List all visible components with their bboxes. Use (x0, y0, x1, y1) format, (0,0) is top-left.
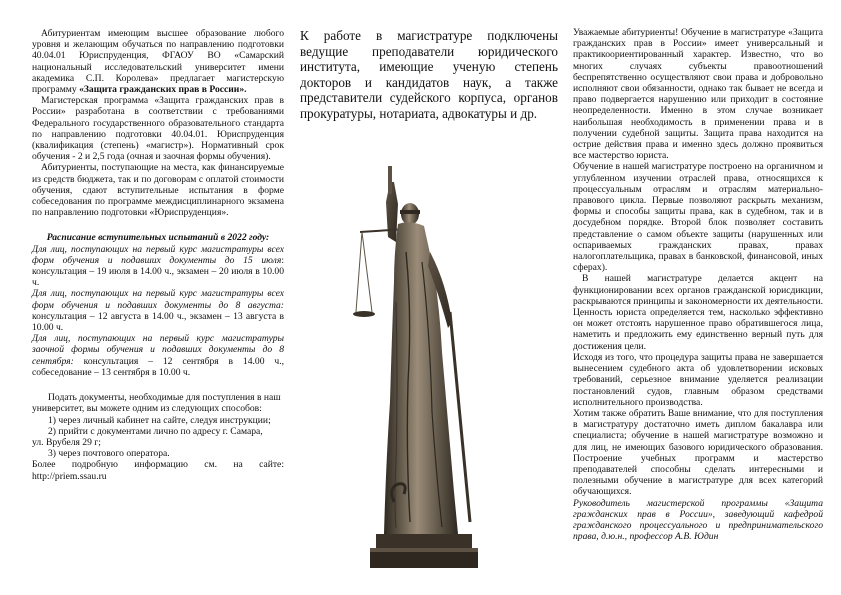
faculty-statement: К работе в магистратуре подключены ведущие преподаватели юридического института, имеющие ученую степень докторов и кандидатов наук, а также представители судейского корпуса, органов прокуратуры, нотариата, адвокатуры и др. (300, 28, 558, 121)
more-info-link[interactable]: Более подробную информацию см. на сайте: http://priem.ssau.ru (32, 459, 284, 482)
schedule-item-2: Для лиц, поступающих на первый курс магистратуры всех форм обучения и подавших документы до 8 августа: консультация – 12 августа в 14.00 ч., экзамен – 13 августа в 10.00 ч. (32, 288, 284, 334)
program-description: Магистерская программа «Защита гражданских прав в России» разработана в соответствии с требованиями Федерального государственного образовательного стандарта по направлению подготовки 40.04.01. Юриспруденция (квалификация (степень) «магистр»). Нормативный срок обучения - 2 и 2,5 года (очная и заочная формы обучения). (32, 95, 284, 163)
way-3: 3) через почтового оператора. (48, 448, 170, 460)
way-2: 2) прийти с документами лично по адресу г. Самара, (48, 425, 263, 437)
way-1: 1) через личный кабинет на сайте, следуя инструкции; (48, 414, 271, 426)
program-name: «Защита гражданских прав в России». (79, 84, 247, 96)
themis-statue-image (350, 162, 490, 577)
admission-paragraph: Хотим также обратить Ваше внимание, что для поступления в магистратуру достаточно иметь диплом бакалавра или специалиста; обучение в нашей магистратуре возможно и для лиц, не имеющих базового юридического образования. Построение учебных программ и мастерство преподавателей способны сделать интересными и полезными обучение в магистратуре для всех категорий обучающихся. (573, 407, 823, 498)
greeting-paragraph: Уважаемые абитуриенты! Обучение в магистратуре «Защита гражданских прав в России» имеет универсальный и практикоориентированный характер. Известно, что во многих случаях субъекты правоотношений беспрепятственно осуществляют свои права и добровольно исполняют свои обязанности, однако так бывает не всегда и право подвергается нарушению или приходит в состояние неопределенности. Именно в этом случае возникает наибольшая необходимость в применении права и в получении судебной защиты. Защита права находится на острие действия права и именно здесь должно проявиться все мастерство юриста. (573, 27, 823, 162)
documents-intro: Подать документы, необходимые для поступления в наш университет, вы можете одним из следующих способов: (32, 392, 281, 415)
schedule-title: Расписание вступительных испытаний в 2022 году: (46, 232, 270, 244)
intro-text: Абитуриентам имеющим высшее образование любого уровня и желающим обучаться по направлению подготовки 40.04.01 Юриспруденция, ФГАОУ ВО «Самарский национальный исследовательский университет имени академика С.П. Королева» предлагает магистерскую программу (32, 28, 284, 96)
right-column (573, 27, 823, 542)
enforcement-paragraph: Исходя из того, что процедура защиты права не завершается вынесением судебного акта об удовлетворении исковых требований, серьезное внимание уделяется реализации постановлений судов, главным образом средствами исполнительного производства. (573, 351, 823, 408)
curriculum-paragraph: Обучение в нашей магистратуре построено на органичном и углубленном изучении отраслей права, относящихся к процессуальным отраслям и отраслям материально-правового цикла. Первые позволяют раскрыть механизм, формы и способы защиты права, как в судебном, так и в досудебном порядке. Второй блок позволяет составить представление о самом объекте защиты (нарушенных или оспариваемых гражданских правах, правах налогоплательщика, правах в банковской, финансовой, иных сферах). (573, 161, 823, 274)
left-column (32, 28, 284, 482)
way-2-address: ул. Врубеля 29 г; (32, 436, 101, 448)
entrance-exams-info: Абитуриенты, поступающие на места, как финансируемые из средств бюджета, так и по договорам с оплатой стоимости обучения, сдают вступительные испытания в форме собеседования по программе междисциплинарного экзамена по направлению подготовки «Юриспруденция». (32, 162, 284, 219)
schedule-item-3: Для лиц, поступающих на первый курс магистратуры заочной формы обучения и подавших документы до 8 сентября: консультация – 12 сентября в 14.00 ч., собеседование – 13 сентября в 10.00 ч. (32, 333, 284, 378)
intro-paragraph (32, 28, 284, 95)
schedule-item-1: Для лиц, поступающих на первый курс магистратуры всех форм обучения и подавших документы до 15 июля: консультация – 19 июля в 14.00 ч., экзамен – 20 июля в 10.00 ч. (32, 243, 284, 289)
signature: Руководитель магистерской программы «Защита гражданских прав в России», заведующий кафедрой гражданского процессуального и предпринимательского права, д.ю.н., профессор А.В. Юдин (573, 497, 823, 543)
jurisdiction-paragraph: В нашей магистратуре делается акцент на функционировании всех органов гражданской юрисдикции, раскрываются принципы и закономерности их деятельности. Ценность юриста определяется тем, насколько эффективно он может отстоять нарушенное право обратившегося лица, наметить и предложить ему единственно верный путь для достижения цели. (573, 273, 823, 352)
